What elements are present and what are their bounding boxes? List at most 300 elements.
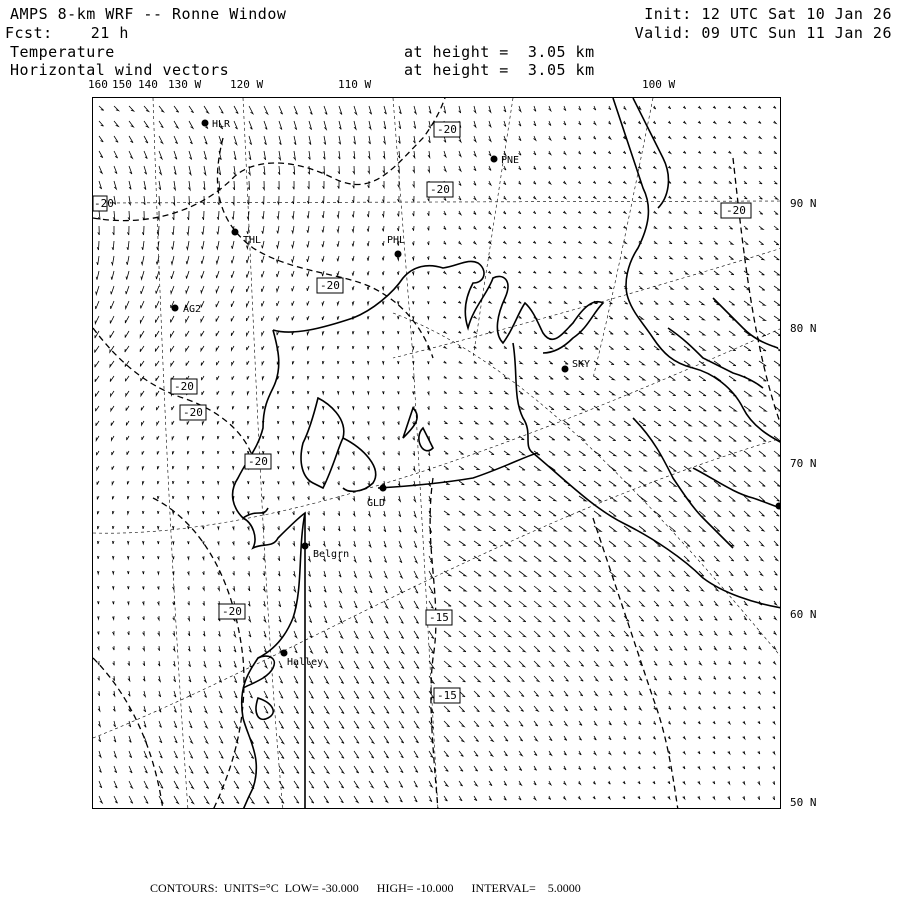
wind-vector (217, 241, 220, 249)
wind-vector (98, 661, 100, 665)
wind-vector (774, 526, 779, 531)
wind-vector (444, 376, 447, 378)
wind-vector (474, 376, 477, 379)
wind-vector (458, 301, 461, 303)
wind-vector (156, 376, 159, 381)
wind-vector (639, 721, 642, 725)
wind-vector (744, 631, 747, 635)
wind-vector (292, 361, 294, 364)
wind-vector (382, 211, 384, 217)
wind-vector (579, 526, 586, 531)
wind-vector (699, 286, 704, 290)
wind-vector (324, 736, 329, 743)
wind-vector (369, 781, 373, 788)
wind-vector (414, 721, 419, 728)
wind-vector (744, 226, 748, 229)
wind-vector (549, 121, 551, 126)
wind-vector (534, 646, 540, 652)
wind-vector (759, 301, 765, 305)
wind-vector (234, 631, 236, 637)
wind-vector (293, 466, 295, 469)
wind-vector (143, 526, 145, 529)
wind-vector (444, 211, 447, 215)
wind-vector (202, 241, 205, 249)
wind-vector (232, 361, 234, 365)
wind-vector (189, 736, 193, 743)
wind-vector (428, 391, 430, 395)
wind-vector (140, 361, 144, 366)
wind-vector (113, 526, 115, 529)
wind-vector (654, 436, 661, 441)
svg-text:-20: -20 (94, 197, 114, 210)
wind-vector (337, 196, 339, 203)
wind-vector (189, 706, 192, 713)
wind-vector (125, 346, 129, 352)
wind-vector (519, 616, 526, 622)
wind-vector (263, 166, 265, 175)
wind-vector (519, 721, 523, 726)
wind-vector (759, 421, 766, 426)
wind-vector (337, 226, 339, 232)
wind-vector (264, 736, 269, 744)
wind-vector (428, 301, 430, 304)
wind-vector (474, 631, 481, 637)
wind-vector (113, 616, 115, 619)
wind-vector (744, 541, 749, 546)
wind-vector (399, 661, 404, 669)
wind-vector (399, 511, 401, 517)
wind-vector (759, 586, 762, 590)
wind-vector (173, 541, 175, 544)
wind-vector (758, 661, 760, 664)
wind-vector (278, 571, 280, 576)
wind-vector (203, 631, 205, 636)
wind-vector (128, 571, 130, 574)
wind-vector (322, 361, 324, 364)
wind-vector (234, 796, 239, 804)
wind-vector (383, 181, 385, 188)
station-dot-pne (491, 156, 498, 163)
wind-vector (129, 751, 132, 758)
wind-vector (653, 766, 655, 769)
wind-vector (683, 766, 685, 769)
wind-vector (549, 631, 555, 637)
wind-vector (278, 166, 280, 175)
wind-vector (773, 676, 775, 679)
wind-vector (534, 301, 537, 303)
wind-vector (744, 556, 749, 561)
wind-vector (247, 406, 249, 409)
wind-vector (110, 301, 114, 309)
station-dot-gld (380, 485, 387, 492)
wind-vector (414, 616, 419, 623)
wind-vector (428, 466, 430, 471)
wind-vector (353, 151, 355, 159)
wind-vector (95, 361, 99, 367)
wind-vector (759, 511, 765, 516)
wind-vector (353, 466, 355, 470)
wind-vector (668, 106, 671, 109)
wind-vector (204, 736, 208, 743)
wind-vector (728, 796, 730, 799)
wind-vector (384, 601, 388, 608)
station-label-gld: GLD (367, 498, 386, 509)
wind-vector (549, 616, 555, 622)
wind-vector (593, 766, 595, 770)
wind-vector (714, 196, 717, 199)
wind-vector (126, 256, 129, 265)
wind-vector (128, 616, 130, 620)
wind-vector (354, 736, 359, 743)
wind-vector (173, 646, 175, 651)
wind-vector (473, 241, 476, 244)
wind-vector (623, 226, 626, 228)
wind-vector (174, 181, 176, 190)
wind-vector (759, 181, 762, 184)
wind-vector (308, 151, 310, 160)
wind-vector (639, 391, 645, 395)
wind-vector (578, 226, 581, 228)
wind-vector (414, 796, 417, 802)
wind-vector (219, 721, 223, 728)
wind-vector (337, 241, 339, 247)
wind-vector (549, 721, 553, 726)
wind-vector (549, 361, 553, 364)
wind-vector (534, 736, 537, 741)
wind-vector (594, 721, 597, 725)
wind-vector (294, 796, 299, 803)
wind-vector (369, 736, 374, 743)
wind-vector (699, 451, 706, 456)
wind-vector (444, 706, 450, 712)
wind-vector (173, 631, 175, 636)
wind-vector (247, 391, 249, 394)
wind-vector (623, 151, 626, 154)
wind-vector (294, 151, 296, 160)
wind-vector (95, 316, 99, 324)
wind-vector (339, 781, 344, 788)
wind-vector (549, 511, 556, 516)
wind-vector (699, 241, 703, 244)
wind-vector (653, 106, 656, 109)
wind-vector (594, 466, 601, 471)
wind-vector (279, 616, 281, 622)
wind-vector (713, 706, 715, 709)
wind-vector (609, 286, 612, 289)
wind-vector (443, 256, 446, 259)
wind-vector (249, 796, 254, 803)
wind-vector (474, 511, 480, 515)
wind-vector (504, 106, 506, 112)
wind-vector (413, 196, 415, 202)
wind-vector (639, 631, 643, 636)
wind-vector (97, 451, 100, 455)
wind-vector (159, 796, 163, 804)
wind-vector (189, 766, 193, 773)
station-dot-hlr (202, 120, 209, 127)
wind-vector (338, 541, 340, 546)
wind-vector (293, 511, 295, 515)
wind-vector (774, 256, 779, 260)
wind-vector (279, 796, 284, 803)
wind-vector (98, 706, 100, 711)
wind-vector (489, 586, 496, 591)
wind-vector (110, 331, 114, 338)
wind-vector (234, 166, 236, 175)
wind-vector (488, 211, 491, 214)
wind-vector (307, 286, 309, 291)
wind-vector (624, 421, 631, 426)
wind-vector (684, 391, 691, 396)
wind-vector (352, 226, 354, 232)
wind-vector (188, 631, 190, 636)
wind-vector (159, 766, 163, 773)
contour-legend: CONTOURS: UNITS=°C LOW= -30.000 HIGH= -10.000 INTERVAL= 5.0000 (150, 881, 581, 895)
wind-vector (489, 571, 496, 576)
wind-vector (774, 196, 778, 199)
wind-vector (429, 781, 432, 787)
wind-vector (354, 766, 359, 773)
contour-label-11 (93, 196, 114, 211)
wind-vector (277, 316, 279, 321)
wind-vector (143, 586, 145, 589)
wind-vector (293, 526, 295, 530)
wind-vector (713, 676, 716, 679)
wind-vector (684, 556, 690, 561)
wind-vector (217, 211, 219, 220)
wind-vector (323, 511, 325, 515)
wind-vector (234, 646, 236, 652)
wind-vector (173, 481, 175, 484)
wind-vector (549, 691, 553, 696)
wind-vector (744, 196, 747, 199)
wind-vector (489, 166, 491, 170)
wind-vector (234, 136, 237, 145)
wind-vector (129, 196, 131, 205)
wind-vector (533, 196, 536, 199)
wind-vector (112, 481, 114, 485)
lon-label-130: 130 W (168, 78, 202, 91)
wind-vector (262, 361, 264, 365)
wind-vector (203, 616, 205, 621)
station-label-pne: PNE (501, 155, 520, 166)
wind-vector (113, 646, 115, 650)
wind-vector (399, 121, 401, 129)
wind-vector (504, 526, 511, 531)
wind-vector (352, 211, 354, 217)
wind-vector (352, 301, 354, 305)
wind-vector (714, 661, 717, 665)
wind-vector (114, 781, 117, 788)
wind-vector (684, 631, 688, 636)
wind-vector (654, 676, 657, 680)
wind-vector (609, 421, 615, 425)
wind-vector (579, 376, 584, 380)
wind-vector (668, 796, 670, 799)
wind-vector (413, 391, 415, 394)
wind-vector (489, 601, 496, 607)
wind-vector (277, 241, 279, 248)
wind-vector (247, 331, 250, 336)
wind-vector (639, 466, 646, 471)
wind-vector (564, 676, 569, 681)
wind-vector (113, 601, 115, 604)
wind-vector (444, 361, 447, 363)
wind-vector (758, 751, 760, 754)
wind-vector (201, 301, 204, 307)
wind-vector (398, 391, 400, 394)
wind-vector (639, 346, 644, 350)
wind-vector (338, 436, 340, 439)
wind-vector (639, 571, 645, 577)
wind-vector (773, 736, 775, 739)
wind-vector (413, 301, 415, 304)
wind-vector (489, 616, 496, 622)
wind-vector (294, 781, 299, 788)
wind-vector (309, 106, 312, 114)
wind-vector (233, 196, 235, 205)
wind-vector (173, 556, 175, 559)
wind-vector (669, 286, 673, 289)
wind-vector (201, 286, 204, 293)
wind-vector (428, 151, 430, 158)
wind-vector (594, 586, 600, 592)
wind-vector (262, 316, 264, 321)
wind-vector (114, 751, 116, 757)
wind-vector (623, 766, 625, 769)
wind-vector (444, 151, 446, 157)
wind-vector (654, 496, 661, 501)
wind-vector (549, 646, 555, 652)
wind-vector (504, 496, 510, 500)
wind-vector (323, 481, 324, 485)
wind-vector (548, 151, 551, 155)
wind-vector (653, 211, 656, 213)
wind-vector (263, 571, 265, 576)
wind-vector (262, 406, 264, 409)
wind-vector (397, 211, 399, 216)
wind-vector (683, 121, 686, 124)
wind-vector (248, 181, 250, 190)
wind-vector (714, 571, 719, 576)
wind-vector (384, 631, 388, 638)
wind-vector (759, 196, 762, 199)
wind-vector (429, 751, 433, 758)
wind-vector (504, 661, 510, 667)
wind-vector (639, 406, 646, 411)
wind-vector (488, 316, 491, 318)
wind-vector (684, 676, 687, 680)
wind-vector (279, 691, 283, 698)
wind-vector (519, 346, 522, 349)
wind-vector (354, 616, 358, 623)
wind-vector (249, 121, 252, 129)
wind-vector (653, 181, 656, 183)
wind-vector (262, 226, 264, 234)
wind-vector (758, 736, 760, 739)
wind-vector (474, 136, 476, 142)
wind-vector (774, 361, 781, 366)
wind-vector (189, 721, 192, 728)
station-label-halley: Halley (287, 657, 324, 668)
wind-vector (684, 316, 689, 320)
wind-vector (204, 781, 209, 789)
wind-vector (699, 406, 706, 411)
lat-label-70: 70 N (790, 457, 817, 470)
wind-vector (504, 571, 511, 576)
lon-label-120: 120 W (230, 78, 264, 91)
wind-vector (474, 151, 476, 156)
wind-vector (233, 571, 235, 575)
wind-vector (713, 781, 715, 784)
wind-vector (699, 256, 703, 259)
wind-vector (128, 526, 130, 529)
wind-vector (759, 211, 763, 214)
wind-vector (96, 421, 99, 426)
wind-vector (519, 766, 522, 771)
height-wind: at height = 3.05 km (404, 61, 595, 79)
wind-vector (654, 586, 659, 591)
wind-vector (144, 796, 148, 803)
wind-vector (129, 181, 131, 189)
wind-vector (638, 151, 641, 154)
wind-vector (459, 376, 462, 378)
wind-vector (144, 706, 146, 712)
wind-vector (277, 256, 280, 263)
wind-vector (639, 691, 642, 695)
wind-vector (249, 646, 251, 652)
wind-vector (579, 616, 585, 622)
wind-vector (158, 586, 160, 590)
wind-vector (504, 691, 509, 697)
wind-vector (279, 631, 282, 637)
wind-vector (398, 421, 399, 425)
wind-vector (504, 421, 509, 424)
wind-vector (489, 781, 492, 786)
wind-vector (277, 271, 280, 277)
wind-vector (292, 316, 294, 320)
wind-vector (654, 406, 661, 411)
wind-vector (248, 601, 250, 606)
wind-vector (382, 271, 384, 275)
wind-vector (126, 271, 129, 280)
wind-vector (459, 646, 466, 652)
wind-vector (444, 451, 448, 454)
wind-vector (234, 751, 239, 759)
contour-label-6 (180, 405, 206, 420)
wind-vector (188, 481, 190, 484)
wind-vector (714, 556, 719, 561)
wind-vector (368, 466, 370, 470)
wind-vector (203, 601, 205, 606)
wind-vector (668, 166, 671, 168)
wind-vector (323, 151, 325, 159)
wind-vector (684, 421, 691, 426)
wind-vector (127, 226, 129, 235)
wind-vector (339, 616, 342, 623)
wind-vector (128, 211, 130, 220)
wind-vector (307, 256, 309, 262)
wind-vector (684, 346, 690, 350)
wind-vector (444, 406, 447, 409)
wind-vector (534, 571, 541, 577)
wind-vector (337, 316, 339, 320)
wind-vector (729, 406, 736, 411)
wind-vector (219, 166, 221, 175)
wind-vector (459, 571, 466, 576)
wind-vector (353, 166, 355, 174)
wind-vector (352, 196, 354, 203)
